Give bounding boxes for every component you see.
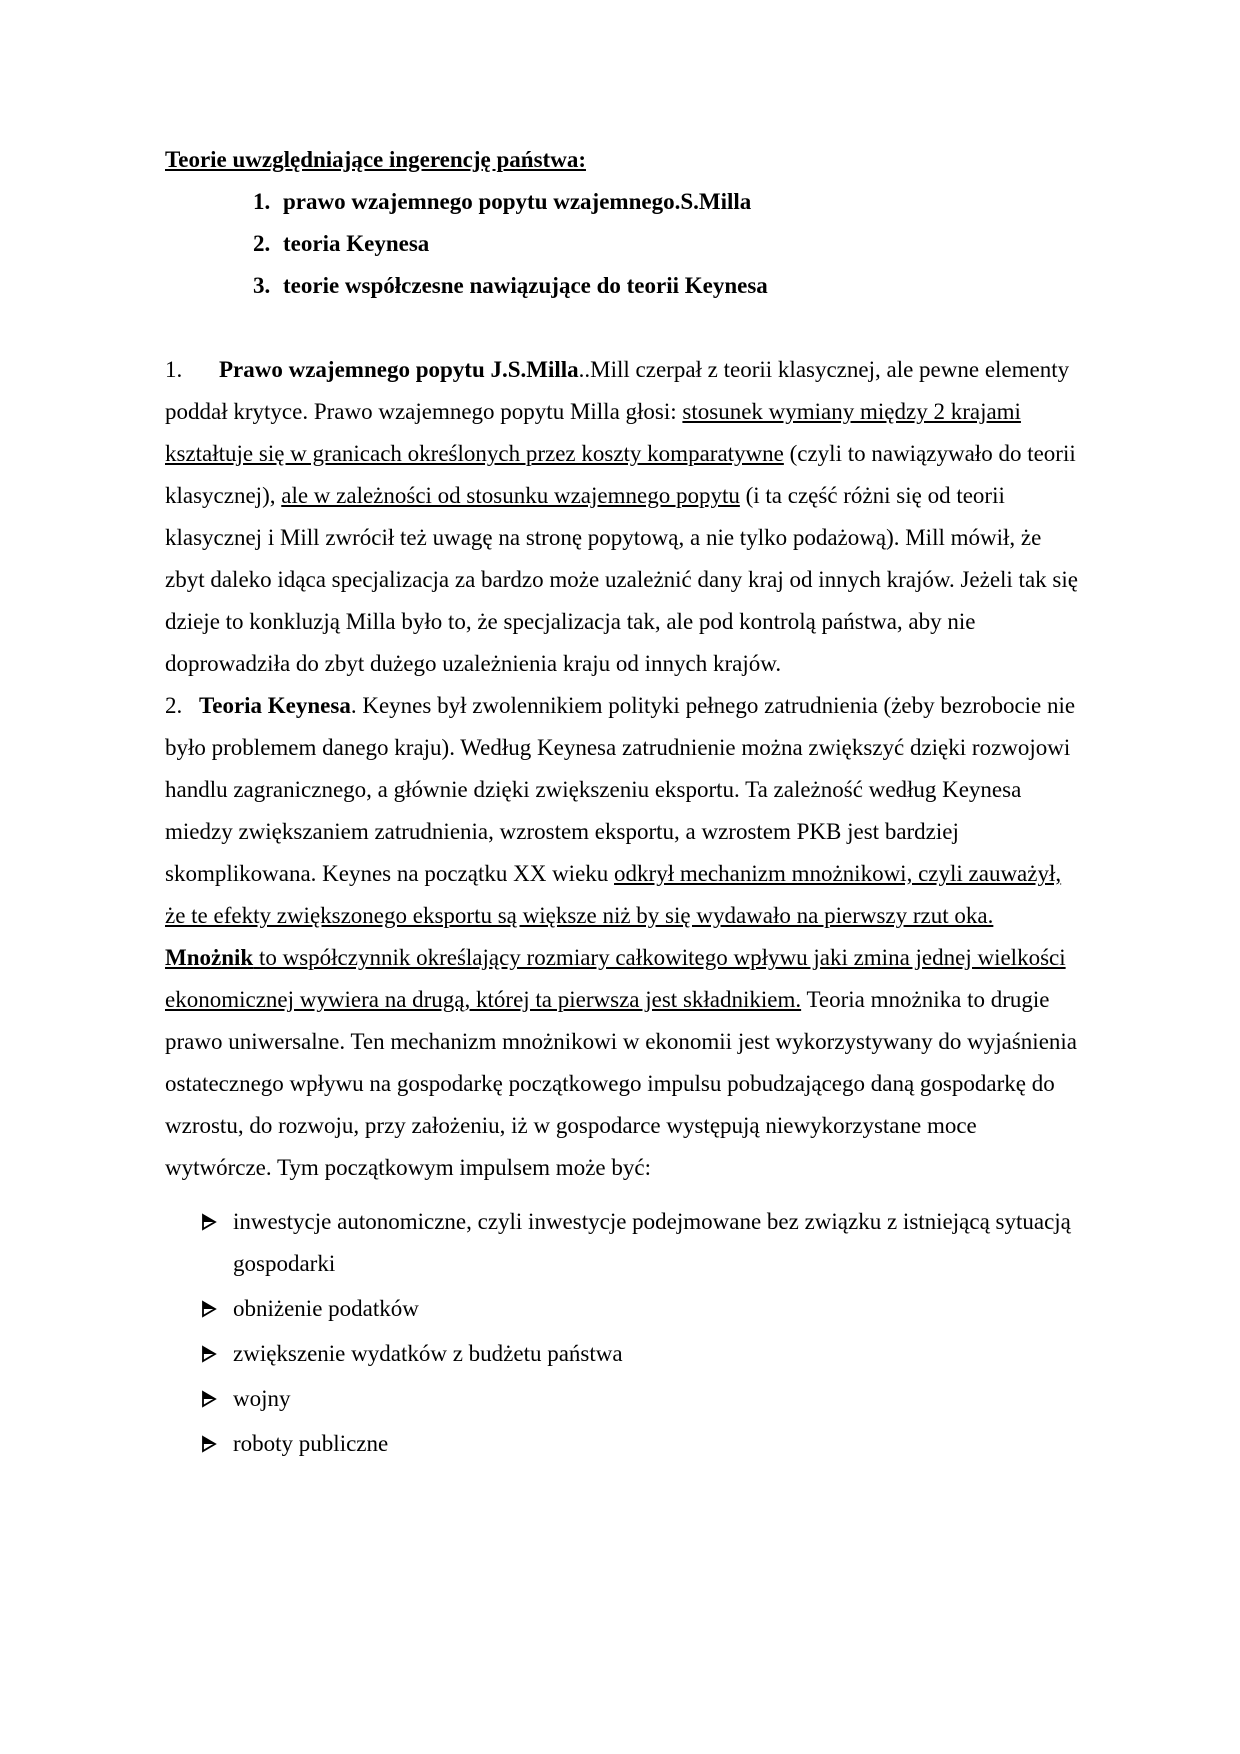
- list-item-text: teorie współczesne nawiązujące do teorii Keynesa: [283, 273, 768, 298]
- paragraph-mill: [165, 349, 1081, 685]
- text-run: ale w zależności od stosunku wzajemnego popytu: [281, 483, 740, 508]
- bullet-item: [165, 1333, 1081, 1375]
- text-run: ..Mill czerpał z teorii klasycznej, ale pewne elementy poddał krytyce. Prawo wzajemnego popytu Milla głosi:: [165, 357, 1070, 424]
- arrowhead-right-icon: [201, 1345, 217, 1363]
- blank-line: [165, 307, 1081, 349]
- text-run: odkrył mechanizm mnożnikowi, czyli zauważył, że te efekty zwiększonego eksportu są większe niż by się wydawało na pierwszy rzut oka.: [165, 861, 1062, 928]
- list-item: [253, 181, 1081, 223]
- arrowhead-right-icon: [201, 1300, 217, 1318]
- list-item-text: teoria Keynesa: [283, 231, 430, 256]
- bullet-item: [165, 1288, 1081, 1330]
- text-run: stosunek wymiany między 2 krajami kształtuje się w granicach określonych przez koszty komparatywne: [165, 399, 1021, 466]
- list-item-number: 3.: [253, 273, 271, 298]
- bullet-text: zwiększenie wydatków z budżetu państwa: [233, 1341, 623, 1366]
- text-run: (i ta część różni się od teorii klasycznej i Mill zwrócił też uwagę na stronę popytową, a nie tylko podażową). Mill mówił, że zbyt daleko idąca specjalizacja za bardzo może uzależnić dany kraj od innych krajów. Jeżeli tak się dzieje to konkluzją Milla było to, że specjalizacja tak, ale pod kontrolą państwa, aby nie doprowadziła do zbyt dużego uzależnienia kraju od innych krajów.: [165, 483, 1078, 676]
- document-heading: Teorie uwzględniające ingerencję państwa:: [165, 147, 586, 172]
- paragraph-keynes: [165, 685, 1081, 1189]
- bullet-text: wojny: [233, 1386, 291, 1411]
- bullet-item: [165, 1201, 1081, 1285]
- arrowhead-right-icon: [201, 1213, 217, 1231]
- bullet-text: inwestycje autonomiczne, czyli inwestycje podejmowane bez związku z istniejącą sytuacją gospodarki: [233, 1209, 1071, 1276]
- text-run: Teoria Keynesa: [199, 693, 351, 718]
- text-run: (czyli to nawiązywało do teorii klasycznej),: [165, 441, 1076, 508]
- document-content: [165, 139, 1081, 1468]
- text-run: Mnożnik: [165, 945, 254, 970]
- bullet-item: [165, 1423, 1081, 1465]
- text-run: 1.: [165, 357, 183, 382]
- list-item: [253, 265, 1081, 307]
- text-run: 2.: [165, 693, 183, 718]
- arrowhead-right-icon: [201, 1390, 217, 1408]
- list-item-number: 1.: [253, 189, 271, 214]
- bullet-text: obniżenie podatków: [233, 1296, 419, 1321]
- theory-numbered-list: [165, 181, 1081, 307]
- impulse-bullet-list: [165, 1201, 1081, 1465]
- list-item: [253, 223, 1081, 265]
- bullet-item: [165, 1378, 1081, 1420]
- text-run: Teoria mnożnika to drugie prawo uniwersalne. Ten mechanizm mnożnikowi w ekonomii jest wykorzystywany do wyjaśnienia ostatecznego wpływu na gospodarkę początkowego impulsu pobudzającego daną gospodarkę do wzrostu, do rozwoju, przy założeniu, iż w gospodarce występują niewykorzystane moce wytwórcze. Tym początkowym impulsem może być:: [165, 987, 1078, 1180]
- bullet-text: roboty publiczne: [233, 1431, 389, 1456]
- list-item-text: prawo wzajemnego popytu wzajemnego.S.Milla: [283, 189, 752, 214]
- list-item-number: 2.: [253, 231, 271, 256]
- text-run: Prawo wzajemnego popytu J.S.Milla: [219, 357, 579, 382]
- text-run: to współczynnik określający rozmiary całkowitego wpływu jaki zmina jednej wielkości ekonomicznej wywiera na drugą, której ta pierwsza jest składnikiem.: [165, 945, 1066, 1012]
- arrowhead-right-icon: [201, 1435, 217, 1453]
- text-run: . Keynes był zwolennikiem polityki pełnego zatrudnienia (żeby bezrobocie nie było problemem danego kraju). Według Keynesa zatrudnienie można zwiększyć dzięki rozwojowi handlu zagranicznego, a głównie dzięki zwiększeniu eksportu. Ta zależność według Keynesa miedzy zwiększaniem zatrudnienia, wzrostem eksportu, a wzrostem PKB jest bardziej skomplikowana. Keynes na początku XX wieku: [165, 693, 1076, 886]
